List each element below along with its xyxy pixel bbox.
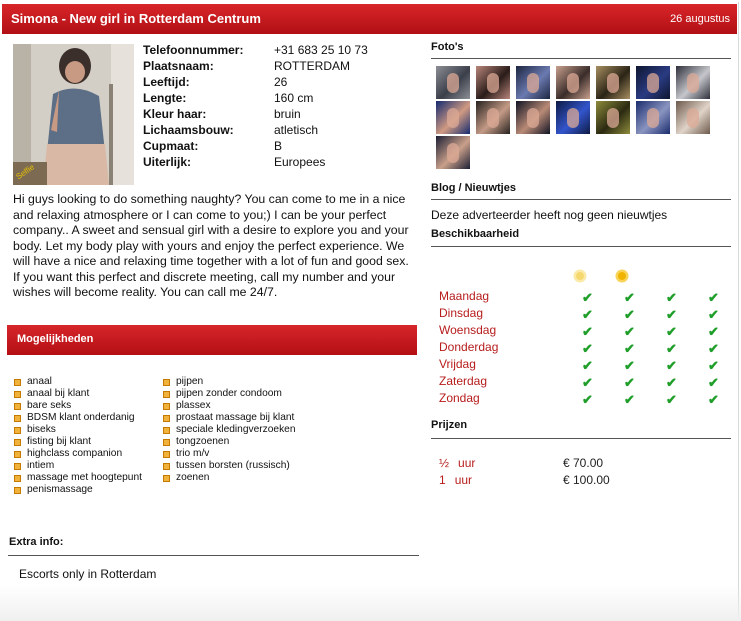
check-icon: ✔	[582, 375, 593, 390]
service-bullet-icon	[163, 451, 170, 458]
service-label: tussen borsten (russisch)	[176, 460, 290, 471]
service-item	[14, 484, 142, 496]
photo-thumbnail[interactable]	[436, 66, 470, 99]
fact-row-age: Leeftijd: 26	[143, 75, 288, 89]
photo-thumbnail[interactable]	[476, 66, 510, 99]
availability-day: Zondag	[439, 391, 480, 405]
service-item	[163, 376, 296, 388]
service-item	[14, 436, 142, 448]
listing-title: Simona - New girl in Rotterdam Centrum	[11, 11, 261, 26]
service-item	[14, 400, 142, 412]
check-icon: ✔	[624, 290, 635, 305]
photo-thumbnail[interactable]	[636, 66, 670, 99]
service-label: pijpen zonder condoom	[176, 388, 282, 399]
svg-text:Selfie: Selfie	[14, 162, 36, 182]
price-duration: 1 uur	[439, 473, 473, 487]
check-icon: ✔	[708, 307, 719, 322]
check-icon: ✔	[666, 307, 677, 322]
service-bullet-icon	[14, 415, 21, 422]
service-item	[163, 436, 296, 448]
price-row	[439, 456, 604, 470]
fact-row-phone: Telefoonnummer: +31 683 25 10 73	[143, 43, 368, 57]
profile-bio: Hi guys looking to do something naughty? You can come to me in a nice and relaxing atmosphere or I can come to you;) I can be your perfect company.. A sweet and sensual girl with a desire to explore you and your body. Let my body play with yours and enjoy the perfect experience. We will have a nice and relaxing time together with a lot of fun and good sex. If you want this perfect and discrete meeting, call my number and your wishes will become reality. You can call me 24/7.	[13, 192, 409, 299]
photo-thumbnail[interactable]	[636, 101, 670, 134]
service-bullet-icon	[14, 463, 21, 470]
service-bullet-icon	[163, 439, 170, 446]
service-label: speciale kledingverzoeken	[176, 424, 296, 435]
fact-row-city: Plaatsnaam: ROTTERDAM	[143, 59, 350, 73]
photo-thumbnail[interactable]	[436, 136, 470, 169]
check-icon: ✔	[708, 375, 719, 390]
service-item	[163, 412, 296, 424]
profile-facts	[143, 42, 368, 170]
fact-row-appearance: Uiterlijk: Europees	[143, 155, 326, 169]
check-icon: ✔	[708, 358, 719, 373]
prices-divider	[431, 438, 731, 439]
service-bullet-icon	[163, 415, 170, 422]
check-icon: ✔	[708, 392, 719, 407]
check-icon: ✔	[666, 392, 677, 407]
availability-day: Woensdag	[439, 323, 497, 337]
extra-info-title: Extra info:	[9, 536, 64, 548]
check-icon: ✔	[624, 307, 635, 322]
service-label: BDSM klant onderdanig	[27, 412, 135, 423]
profile-photo[interactable]	[13, 44, 134, 185]
service-bullet-icon	[163, 403, 170, 410]
service-item	[14, 388, 142, 400]
bottom-fade	[0, 585, 741, 621]
service-item	[163, 448, 296, 460]
service-label: tongzoenen	[176, 436, 230, 447]
availability-divider	[431, 246, 731, 247]
service-bullet-icon	[14, 391, 21, 398]
availability-day: Dinsdag	[439, 306, 484, 320]
service-bullet-icon	[14, 487, 21, 494]
service-bullet-icon	[163, 427, 170, 434]
photo-thumbnail[interactable]	[516, 66, 550, 99]
sun-icon	[616, 270, 629, 283]
availability-day: Vrijdag	[439, 357, 476, 371]
service-bullet-icon	[14, 439, 21, 446]
services-column-1	[14, 376, 142, 496]
check-icon: ✔	[582, 307, 593, 322]
price-value: € 70.00	[563, 456, 604, 470]
check-icon: ✔	[708, 341, 719, 356]
extra-info-divider	[8, 555, 419, 556]
service-bullet-icon	[163, 391, 170, 398]
blog-text: Deze adverteerder heeft nog geen nieuwtjes	[431, 208, 668, 222]
check-icon: ✔	[666, 358, 677, 373]
service-item	[163, 400, 296, 412]
service-item	[14, 424, 142, 436]
fact-row-hair: Kleur haar: bruin	[143, 107, 301, 121]
services-column-2	[163, 376, 296, 484]
availability-time-icons	[570, 268, 720, 284]
service-label: anaal bij klant	[27, 388, 90, 399]
check-icon: ✔	[666, 324, 677, 339]
service-item	[14, 376, 142, 388]
services-title: Mogelijkheden	[17, 333, 94, 345]
service-label: fisting bij klant	[27, 436, 91, 447]
check-icon: ✔	[624, 324, 635, 339]
service-item	[163, 472, 296, 484]
service-label: prostaat massage bij klant	[176, 412, 295, 423]
service-label: highclass companion	[27, 448, 123, 459]
photos-title: Foto's	[431, 41, 464, 53]
prices-title: Prijzen	[431, 419, 468, 431]
availability-day: Zaterdag	[439, 374, 488, 388]
check-icon: ✔	[624, 358, 635, 373]
blog-divider	[431, 199, 731, 200]
service-bullet-icon	[14, 379, 21, 386]
photo-thumbnail[interactable]	[556, 101, 590, 134]
service-item	[163, 460, 296, 472]
fact-row-cup: Cupmaat: B	[143, 139, 283, 153]
photo-thumbnail[interactable]	[676, 101, 710, 134]
listing-date: 26 augustus	[670, 13, 730, 25]
check-icon: ✔	[708, 290, 719, 305]
service-bullet-icon	[163, 475, 170, 482]
service-bullet-icon	[14, 427, 21, 434]
blog-title: Blog / Nieuwtjes	[431, 182, 516, 194]
extra-info-text: Escorts only in Rotterdam	[19, 567, 157, 581]
photo-thumbnail[interactable]	[676, 66, 710, 99]
service-label: plassex	[176, 400, 211, 411]
service-label: trio m/v	[176, 448, 210, 459]
price-value: € 100.00	[563, 473, 610, 487]
sun-pale-icon	[574, 270, 587, 283]
service-label: intiem	[27, 460, 55, 471]
check-icon: ✔	[582, 358, 593, 373]
check-icon: ✔	[624, 375, 635, 390]
service-item	[14, 460, 142, 472]
check-icon: ✔	[582, 290, 593, 305]
price-row	[439, 473, 610, 487]
service-label: biseks	[27, 424, 56, 435]
photo-thumbnail[interactable]	[436, 101, 470, 134]
availability-day: Maandag	[439, 289, 490, 303]
listing-header	[2, 4, 737, 34]
service-label: zoenen	[176, 472, 210, 483]
photo-thumbnail[interactable]	[476, 101, 510, 134]
availability-day: Donderdag	[439, 340, 499, 354]
fact-row-build: Lichaamsbouw: atletisch	[143, 123, 319, 137]
photo-thumbnail[interactable]	[596, 66, 630, 99]
check-icon: ✔	[624, 392, 635, 407]
price-duration: ½ uur	[439, 456, 476, 470]
service-label: bare seks	[27, 400, 72, 411]
check-icon: ✔	[582, 324, 593, 339]
service-label: massage met hoogtepunt	[27, 472, 142, 483]
photo-thumbnail[interactable]	[516, 101, 550, 134]
service-item	[14, 412, 142, 424]
moon-icon	[662, 270, 670, 282]
check-icon: ✔	[624, 341, 635, 356]
services-header	[7, 325, 417, 355]
availability-title: Beschikbaarheid	[431, 228, 520, 240]
fact-row-height: Lengte: 160 cm	[143, 91, 314, 105]
check-icon: ✔	[666, 375, 677, 390]
check-icon: ✔	[666, 290, 677, 305]
service-item	[163, 424, 296, 436]
photos-divider	[431, 58, 731, 59]
service-item	[163, 388, 296, 400]
service-bullet-icon	[14, 475, 21, 482]
service-label: penismassage	[27, 484, 93, 495]
service-item	[14, 472, 142, 484]
service-bullet-icon	[14, 451, 21, 458]
moon-dark-icon	[703, 270, 711, 282]
service-label: pijpen	[176, 376, 204, 387]
check-icon: ✔	[582, 341, 593, 356]
check-icon: ✔	[582, 392, 593, 407]
service-bullet-icon	[163, 379, 170, 386]
check-icon: ✔	[708, 324, 719, 339]
service-label: anaal	[27, 376, 52, 387]
photo-thumbnail[interactable]	[556, 66, 590, 99]
service-item	[14, 448, 142, 460]
check-icon: ✔	[666, 341, 677, 356]
service-bullet-icon	[14, 403, 21, 410]
photo-thumbnail[interactable]	[596, 101, 630, 134]
service-bullet-icon	[163, 463, 170, 470]
